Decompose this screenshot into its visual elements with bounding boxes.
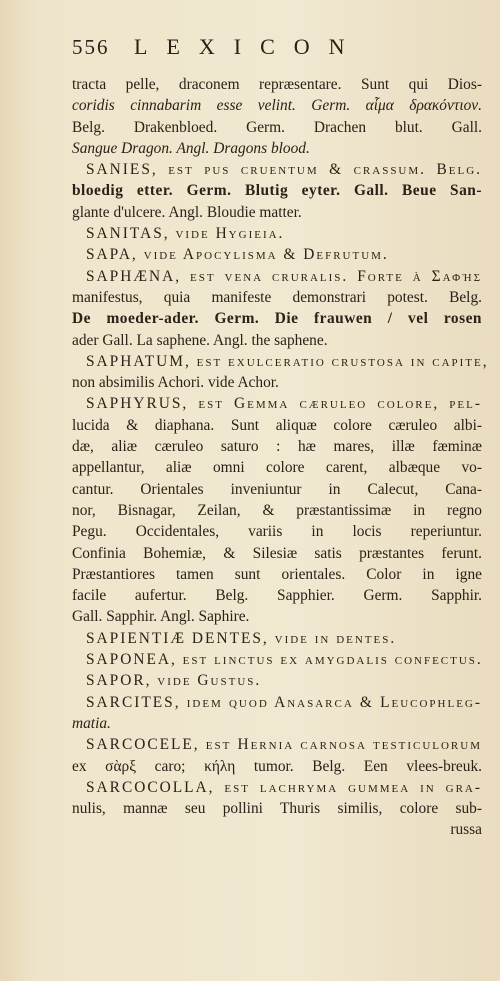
text-line: lucida & diaphana. Sunt aliquæ colore cæruleo albi- xyxy=(72,416,482,434)
entry-line: SANIES, est pus cruentum & crassum. Belg. xyxy=(86,161,482,179)
text-line: Sangue Dragon. Angl. Dragons blood. xyxy=(72,139,310,157)
text-line: Gall. Sapphir. Angl. Saphire. xyxy=(72,608,250,626)
text-line: coridis cinnabarim esse velint. Germ. αἷμα δρακόντιον. xyxy=(72,97,482,115)
entry-line: SAPHÆNA, est vena cruralis. Forte à Σαφὴς xyxy=(86,267,482,285)
text-line: nor, Bisnagar, Zeilan, & præstantissimæ in regno xyxy=(72,501,482,519)
text-line: nulis, mannæ seu pollini Thuris similis, colore sub- xyxy=(72,800,482,818)
entry-line: SAPA, vide Apocylisma & Defrutum. xyxy=(86,246,389,264)
text-line: Belg. Drakenbloed. Germ. Drachen blut. Gall. xyxy=(72,118,482,136)
entry-line: SAPHYRUS, est Gemma cæruleo colore, pel- xyxy=(86,395,482,413)
page-number: 556 xyxy=(72,35,110,59)
text-line: facile aufertur. Belg. Sapphier. Germ. Sapphir. xyxy=(72,587,482,605)
text-line: matia. xyxy=(72,714,111,732)
text-line: non absimilis Achori. vide Achor. xyxy=(72,374,279,392)
text-line: appellantur, aliæ omni colore carent, albæque vo- xyxy=(72,459,482,477)
entry-line: SAPONEA, est linctus ex amygdalis confectus. xyxy=(86,651,483,669)
text-line: Pegu. Occidentales, variis in locis reperiuntur. xyxy=(72,523,482,541)
text-line: ex σὰρξ caro; κήλη tumor. Belg. Een vlees-breuk. xyxy=(72,757,482,775)
text-line: ader Gall. La saphene. Angl. the saphene. xyxy=(72,331,328,349)
entry-line: SARCOCELE, est Hernia carnosa testiculorum xyxy=(86,736,482,754)
text-line: De moeder-ader. Germ. Die frauwen / vel rosen xyxy=(72,310,482,328)
catchword: russa xyxy=(450,821,482,839)
text-line: Præstantiores tamen sunt orientales. Color in igne xyxy=(72,565,482,583)
text-line: Confinia Bohemiæ, & Silesiæ satis præstantes ferunt. xyxy=(72,544,482,562)
entry-line: SARCOCOLLA, est lachryma gummea in gra- xyxy=(86,778,482,796)
entry-line: SAPOR, vide Gustus. xyxy=(86,672,262,690)
text-line: bloedig etter. Germ. Blutig eyter. Gall. Beue San- xyxy=(72,182,482,200)
text-line: dæ, aliæ cæruleo saturo : hæ mares, illæ fæminæ xyxy=(72,438,482,456)
page-header xyxy=(72,34,482,64)
text-line: glante d'ulcere. Angl. Bloudie matter. xyxy=(72,203,302,221)
running-title: LEXICON xyxy=(134,34,364,59)
text-line: tracta pelle, draconem repræsentare. Sunt qui Dios- xyxy=(72,76,482,93)
text-line: manifestus, quia manifeste demonstrari potest. Belg. xyxy=(72,288,482,306)
entry-line: SAPIENTIÆ DENTES, vide in dentes. xyxy=(86,629,397,647)
entry-line: SARCITES, idem quod Anasarca & Leucophleg- xyxy=(86,693,482,711)
text-line: cantur. Orientales inveniuntur in Calecut, Cana- xyxy=(72,480,482,498)
entry-line: SAPHATUM, est exulceratio crustosa in capite, xyxy=(86,352,489,370)
entry-line: SANITAS, vide Hygieia. xyxy=(86,225,285,243)
dictionary-text xyxy=(72,74,489,841)
